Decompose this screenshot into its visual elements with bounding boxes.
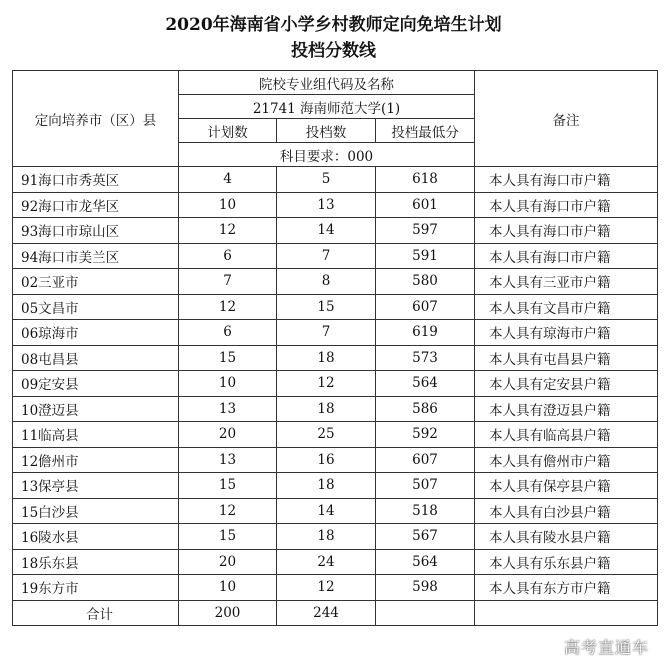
subject-requirement: 科目要求：000 (179, 143, 475, 167)
min-score-cell: 618 (376, 167, 475, 193)
min-score-cell: 592 (376, 422, 475, 448)
region-cell: 05文昌市 (13, 294, 179, 320)
plan-count-cell: 12 (179, 218, 277, 244)
page-title: 2020年海南省小学乡村教师定向免培生计划 (165, 15, 502, 35)
table-row (13, 345, 658, 371)
plan-count-cell: 7 (179, 269, 277, 295)
note-cell: 本人具有三亚市户籍 (475, 269, 658, 295)
admitted-count-cell: 18 (277, 396, 376, 422)
plan-count-cell: 10 (179, 575, 277, 601)
plan-count-cell: 20 (179, 549, 277, 575)
admitted-count-cell: 16 (277, 447, 376, 473)
plan-count-cell: 10 (179, 192, 277, 218)
admitted-count-cell: 18 (277, 345, 376, 371)
region-cell: 12儋州市 (13, 447, 179, 473)
min-score-cell: 564 (376, 371, 475, 397)
plan-count-cell: 10 (179, 371, 277, 397)
region-cell: 11临高县 (13, 422, 179, 448)
admitted-count-cell: 7 (277, 320, 376, 346)
table-row (13, 243, 658, 269)
admitted-count-cell: 25 (277, 422, 376, 448)
note-cell: 本人具有乐东县户籍 (475, 549, 658, 575)
note-cell (475, 600, 658, 626)
note-cell: 本人具有东方市户籍 (475, 575, 658, 601)
table-row (13, 549, 658, 575)
region-cell: 93海口市琼山区 (13, 218, 179, 244)
min-score-cell: 518 (376, 498, 475, 524)
table-row (13, 371, 658, 397)
region-cell: 19东方市 (13, 575, 179, 601)
note-cell: 本人具有澄迈县户籍 (475, 396, 658, 422)
table-row (13, 167, 658, 193)
min-score-cell: 619 (376, 320, 475, 346)
table-row (13, 192, 658, 218)
note-cell: 本人具有定安县户籍 (475, 371, 658, 397)
plan-count-cell: 6 (179, 243, 277, 269)
plan-count-cell: 12 (179, 498, 277, 524)
min-score-cell: 586 (376, 396, 475, 422)
admitted-count-cell: 12 (277, 575, 376, 601)
note-column-header: 备注 (475, 71, 658, 167)
min-score-cell: 597 (376, 218, 475, 244)
region-cell: 18乐东县 (13, 549, 179, 575)
plan-count-cell: 20 (179, 422, 277, 448)
min-score-cell: 598 (376, 575, 475, 601)
plan-count-cell: 15 (179, 345, 277, 371)
region-cell: 02三亚市 (13, 269, 179, 295)
region-cell: 15白沙县 (13, 498, 179, 524)
header-row (13, 71, 658, 95)
min-score-cell: 567 (376, 524, 475, 550)
table-row (13, 269, 658, 295)
min-score-cell (376, 600, 475, 626)
region-cell: 10澄迈县 (13, 396, 179, 422)
table-row (13, 422, 658, 448)
note-cell: 本人具有保亭县户籍 (475, 473, 658, 499)
region-cell: 08屯昌县 (13, 345, 179, 371)
min-score-cell: 607 (376, 294, 475, 320)
table-row (13, 498, 658, 524)
plan-count-cell: 4 (179, 167, 277, 193)
plan-count-header: 计划数 (179, 119, 277, 143)
plan-count-cell: 15 (179, 473, 277, 499)
table-row (13, 218, 658, 244)
admitted-count-cell: 13 (277, 192, 376, 218)
table-row (13, 524, 658, 550)
min-score-cell: 564 (376, 549, 475, 575)
admitted-count-header: 投档数 (277, 119, 376, 143)
min-score-cell: 573 (376, 345, 475, 371)
min-score-cell: 507 (376, 473, 475, 499)
table-row (13, 396, 658, 422)
region-cell: 合计 (13, 600, 179, 626)
note-cell: 本人具有琼海市户籍 (475, 320, 658, 346)
note-cell: 本人具有海口市户籍 (475, 218, 658, 244)
school-name-header: 21741 海南师范大学(1) (179, 95, 475, 119)
admitted-count-cell: 14 (277, 498, 376, 524)
region-column-header: 定向培养市（区）县 (13, 71, 179, 167)
page-subtitle: 投档分数线 (291, 41, 376, 61)
note-cell: 本人具有海口市户籍 (475, 243, 658, 269)
plan-count-cell: 6 (179, 320, 277, 346)
plan-count-cell: 15 (179, 524, 277, 550)
admitted-count-cell: 14 (277, 218, 376, 244)
admitted-count-cell: 8 (277, 269, 376, 295)
plan-count-cell: 12 (179, 294, 277, 320)
min-score-cell: 580 (376, 269, 475, 295)
watermark: 高考直通车 (563, 638, 649, 657)
admitted-count-cell: 5 (277, 167, 376, 193)
table-row (13, 320, 658, 346)
note-cell: 本人具有海口市户籍 (475, 192, 658, 218)
total-row (13, 600, 658, 626)
table-row (13, 447, 658, 473)
note-cell: 本人具有屯昌县户籍 (475, 345, 658, 371)
table-row (13, 473, 658, 499)
plan-count-cell: 13 (179, 396, 277, 422)
note-cell: 本人具有临高县户籍 (475, 422, 658, 448)
school-group-header: 院校专业组代码及名称 (179, 71, 475, 95)
admitted-count-cell: 18 (277, 473, 376, 499)
note-cell: 本人具有白沙县户籍 (475, 498, 658, 524)
region-cell: 94海口市美兰区 (13, 243, 179, 269)
admitted-count-cell: 7 (277, 243, 376, 269)
min-score-header: 投档最低分 (376, 119, 475, 143)
admitted-count-cell: 24 (277, 549, 376, 575)
note-cell: 本人具有儋州市户籍 (475, 447, 658, 473)
region-cell: 92海口市龙华区 (13, 192, 179, 218)
note-cell: 本人具有陵水县户籍 (475, 524, 658, 550)
plan-count-cell: 200 (179, 600, 277, 626)
admitted-count-cell: 244 (277, 600, 376, 626)
min-score-cell: 607 (376, 447, 475, 473)
note-cell: 本人具有海口市户籍 (475, 167, 658, 193)
region-cell: 13保亭县 (13, 473, 179, 499)
table-row (13, 575, 658, 601)
region-cell: 91海口市秀英区 (13, 167, 179, 193)
admitted-count-cell: 18 (277, 524, 376, 550)
region-cell: 09定安县 (13, 371, 179, 397)
min-score-cell: 601 (376, 192, 475, 218)
region-cell: 06琼海市 (13, 320, 179, 346)
table-row (13, 294, 658, 320)
admitted-count-cell: 12 (277, 371, 376, 397)
score-table (12, 70, 658, 626)
admitted-count-cell: 15 (277, 294, 376, 320)
region-cell: 16陵水县 (13, 524, 179, 550)
plan-count-cell: 13 (179, 447, 277, 473)
min-score-cell: 591 (376, 243, 475, 269)
note-cell: 本人具有文昌市户籍 (475, 294, 658, 320)
